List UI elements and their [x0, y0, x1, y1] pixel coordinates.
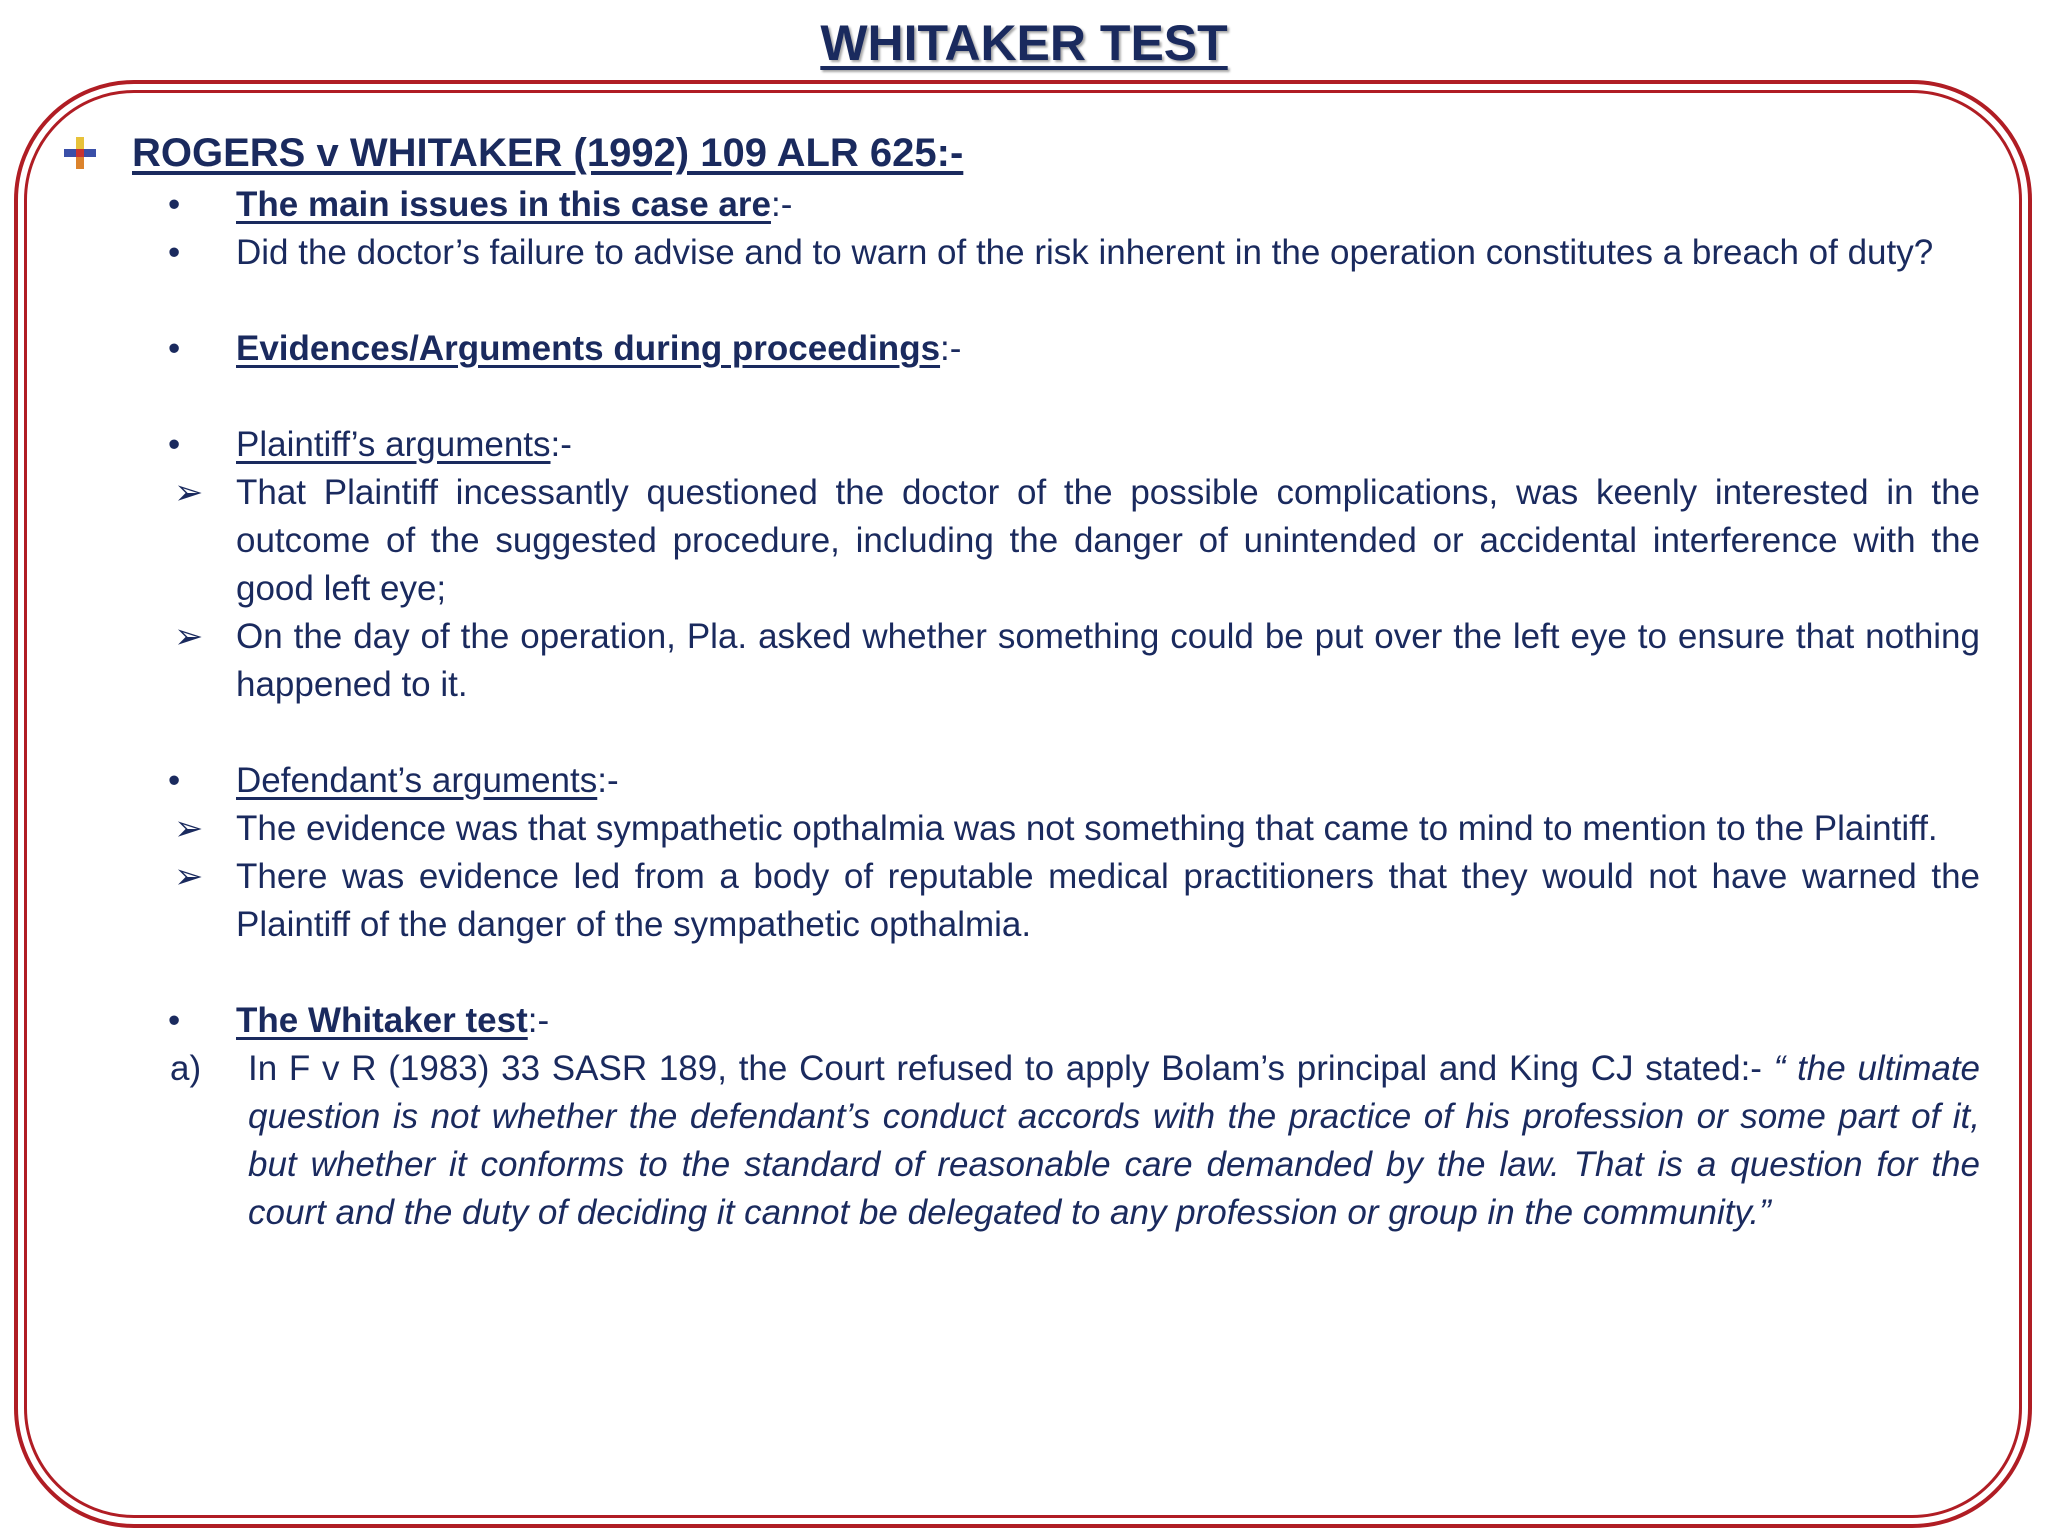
argument-item: [60, 469, 1980, 613]
cross-bullet-icon: [60, 133, 104, 173]
bullet-marker: •: [168, 1001, 181, 1040]
case-heading-text: ROGERS v WHITAKER (1992) 109 ALR 625:-: [132, 131, 964, 175]
argument-text: On the day of the operation, Pla. asked whether something could be put over the left eye to ensure that nothing happened to it.: [236, 617, 1980, 704]
spacer: [60, 709, 1980, 757]
issue-question: Did the doctor’s failure to advise and to warn of the risk inherent in the operation constitutes a breach of duty?: [236, 233, 1934, 272]
bullet-marker: •: [168, 185, 181, 224]
arrow-bullet-icon: ➢: [174, 809, 204, 848]
list-item-text: The main issues in this case are:-: [236, 185, 793, 224]
argument-item: [60, 613, 1980, 709]
argument-item: [60, 805, 1980, 853]
list-item-text: The Whitaker test:-: [236, 1001, 550, 1040]
lettered-item: [60, 1045, 1980, 1237]
list-item-text: Evidences/Arguments during proceedings:-: [236, 329, 962, 368]
lettered-item-text: In F v R (1983) 33 SASR 189, the Court refused to apply Bolam’s principal and King CJ stated:- “ the ultimate question is not whether the defendant’s conduct accords with the practice of his profession or some part of it, but whether it conforms to the standard of reasonable care demanded by the law. That is a question for the court and the duty of deciding it cannot be delegated to any profession or group in the community.”: [248, 1049, 1981, 1232]
case-heading: [60, 125, 1980, 181]
bullet-marker: •: [168, 425, 181, 464]
spacer: [60, 277, 1980, 325]
list-item: [60, 229, 1980, 277]
spacer: [60, 373, 1980, 421]
list-item: [60, 181, 1980, 229]
letter-marker: a): [170, 1049, 202, 1088]
slide-content: [60, 125, 1980, 1237]
arrow-bullet-icon: ➢: [174, 617, 204, 656]
arrow-bullet-icon: ➢: [174, 857, 204, 896]
list-item: [60, 997, 1980, 1045]
bullet-marker: •: [168, 761, 181, 800]
list-item: [60, 325, 1980, 373]
list-item: [60, 421, 1980, 469]
list-item-text: Plaintiff’s arguments:-: [236, 425, 572, 464]
argument-item: [60, 853, 1980, 949]
argument-text: The evidence was that sympathetic opthalmia was not something that came to mind to mention to the Plaintiff.: [236, 809, 1938, 848]
bullet-marker: •: [168, 329, 181, 368]
quote-text: “ the ultimate question is not whether the defendant’s conduct accords with the practice of his profession or some part of it, but whether it conforms to the standard of reasonable care demanded by the law. That is a question for the court and the duty of deciding it cannot be delegated to any profession or group in the community.”: [248, 1049, 1981, 1232]
argument-text: That Plaintiff incessantly questioned the doctor of the possible complications, was keenly interested in the outcome of the suggested procedure, including the danger of unintended or accidental interference with the good left eye;: [236, 473, 1980, 608]
bullet-marker: •: [168, 233, 181, 272]
arrow-bullet-icon: ➢: [174, 473, 204, 512]
argument-text: There was evidence led from a body of reputable medical practitioners that they would not have warned the Plaintiff of the danger of the sympathetic opthalmia.: [236, 857, 1980, 944]
list-item: [60, 757, 1980, 805]
spacer: [60, 949, 1980, 997]
list-item-text: Defendant’s arguments:-: [236, 761, 619, 800]
slide-title: WHITAKER TEST: [820, 15, 1228, 71]
